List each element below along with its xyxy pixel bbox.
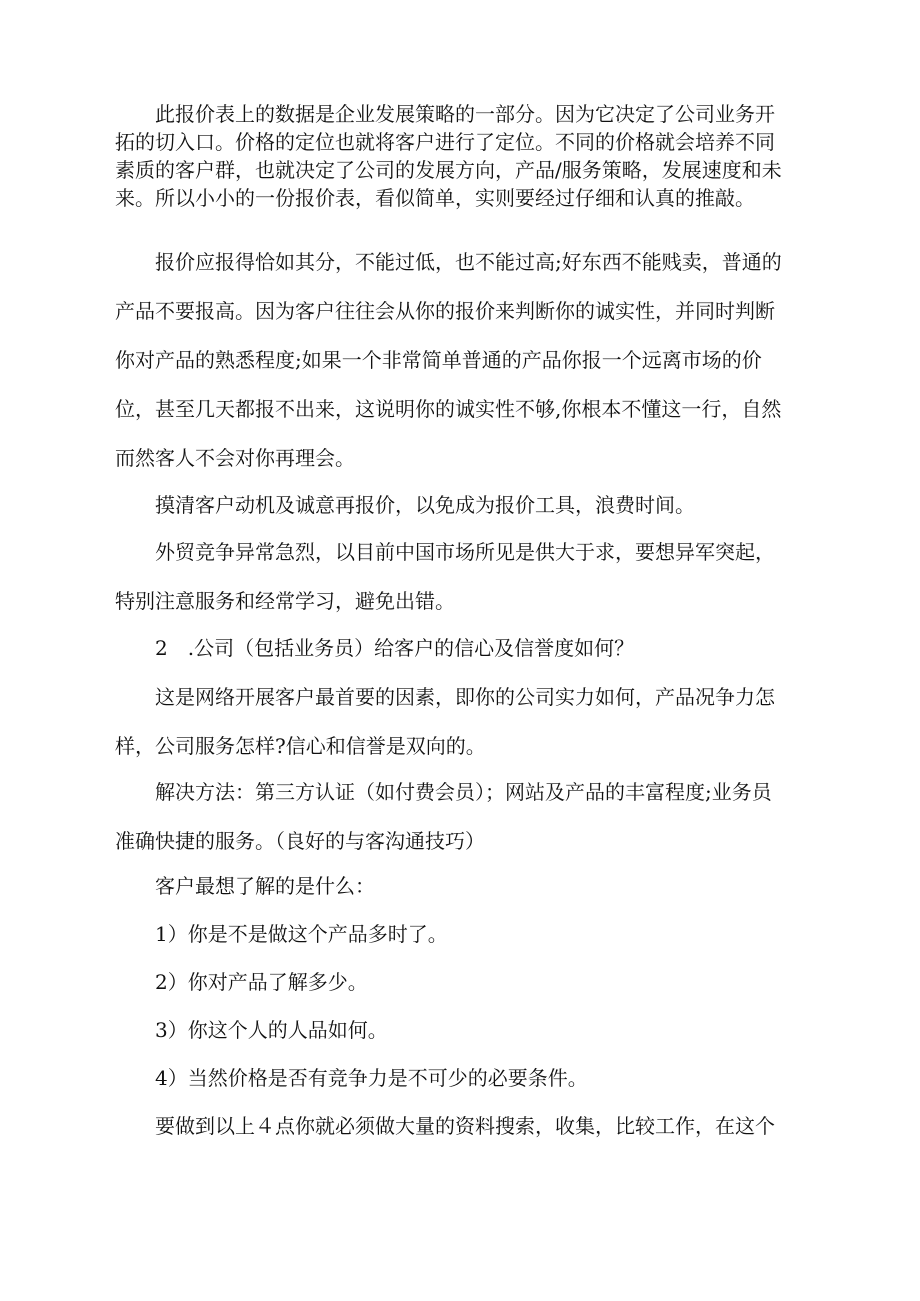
paragraph-customer-motive: 摸清客户动机及诚意再报价，以免成为报价工具，浪费时间。 — [115, 493, 695, 517]
paragraph-pricing-advice: 报价应报得恰如其分，不能过低，也不能过高;好东西不能贱卖，普通的产品不要报高。因为客户往往会从你的报价来判断你的诚实性，并同时判断你对产品的熟悉程度;如果一个非常简单普通的产品你报一个远离市场的价位，甚至几天都报不出来，这说明你的诚实性不够,你根本不懂这一行，自然而然客人不会对你再理会。 — [115, 250, 782, 470]
list-item-3: 3）你这个人的人品如何。 — [115, 1018, 388, 1042]
list-item-2: 2）你对产品了解多少。 — [115, 970, 368, 994]
list-item-4: 4）当然价格是否有竞争力是不可少的必要条件。 — [115, 1066, 588, 1090]
paragraph-quote-strategy: 此报价表上的数据是企业发展策略的一部分。因为它决定了公司业务开拓的切入口。价格的定位也就将客户进行了定位。不同的价格就会培养不同素质的客户群，也就决定了公司的发展方向，产品/服务策略，发展速度和未来。所以小小的一份报价表，看似简单，实则要经过仔细和认真的推敲。 — [115, 102, 782, 210]
paragraph-solution: 解决方法：第三方认证（如付费会员）；网站及产品的丰富程度;业务员准确快捷的服务。（良好的与客沟通技巧） — [115, 780, 772, 853]
paragraph-research: 要做到以上４点你就必须做大量的资料搜索，收集，比较工作，在这个 — [115, 1114, 775, 1138]
paragraph-network-factor: 这是网络开展客户最首要的因素，即你的公司实力如何，产品况争力怎样，公司服务怎样?信心和信誉是双向的。 — [115, 685, 775, 758]
list-item-1: 1）你是不是做这个产品多时了。 — [115, 922, 448, 946]
paragraph-competition: 外贸竞争异常急烈，以目前中国市场所见是供大于求，要想异军突起，特别注意服务和经常学习，避免出错。 — [115, 540, 775, 613]
section-heading-credibility: 2 .公司（包括业务员）给客户的信心及信誉度如何？ — [115, 636, 635, 660]
paragraph-customer-wants: 客户最想了解的是什么： — [115, 874, 375, 898]
